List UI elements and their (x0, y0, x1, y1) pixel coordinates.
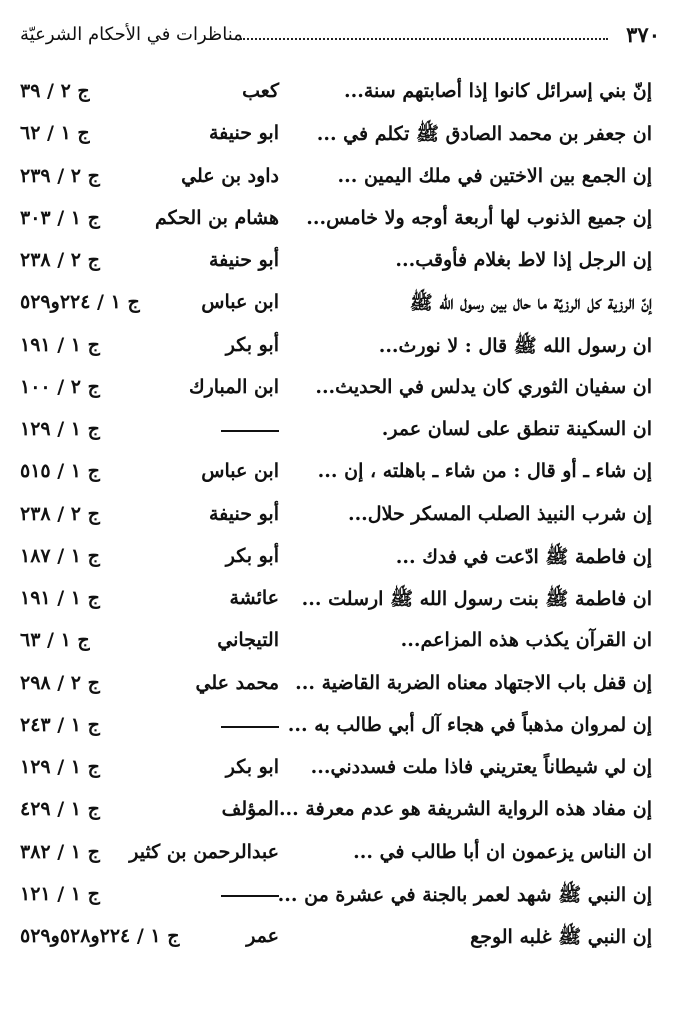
index-entry (0, 672, 700, 714)
entry-text: ان فاطمة ﷺ بنت رسول الله ﷺ ارسلت ... (301, 588, 652, 610)
index-entry (0, 122, 700, 164)
entry-text: إن الرجل إذا لاط بغلام فأوقب... (395, 249, 652, 271)
index-entry (0, 841, 700, 883)
entry-reference: ج ١ / ١٢٩ (20, 756, 100, 778)
index-entry (0, 291, 700, 333)
index-entry (0, 460, 700, 502)
entry-author: كعب (242, 80, 279, 102)
entry-reference: ج ١ / ٢٢٤و٥٢٩ (20, 291, 140, 314)
entry-reference: ج ٢ / ٣٩ (20, 80, 90, 102)
entry-text: ان القرآن يكذب هذه المزاعم... (400, 629, 652, 652)
entry-text: ان جعفر بن محمد الصادق ﷺ تكلم في ... (316, 123, 652, 146)
index-entry (0, 629, 700, 671)
entry-text: إن لي شيطاناً يعتريني فاذا ملت فسددني... (310, 756, 652, 778)
entry-text: إن جميع الذنوب لها أربعة أوجه ولا خامس... (306, 206, 652, 229)
entry-text: إنّ الرزية كل الرزيّة ما حال بين رسول الله ﷺ (409, 292, 652, 315)
entry-reference: ج ٢ / ٢٣٨ (20, 502, 100, 525)
entry-author: هشام بن الحكم (155, 206, 279, 229)
entry-author: أبو حنيفة (208, 502, 279, 525)
entry-reference: ج ٢ / ١٠٠ (20, 375, 100, 398)
entry-author: عائشة (229, 587, 279, 609)
entry-text: إن قفل باب الاجتهاد معناه الضربة القاضية ... (295, 671, 652, 694)
index-entry (0, 587, 700, 629)
index-entry (0, 503, 700, 545)
entry-author: المؤلف (221, 798, 279, 821)
entry-text: ان رسول الله ﷺ قال : لا نورث... (378, 334, 652, 357)
index-entry (0, 207, 700, 249)
entry-text: إن مفاد هذه الرواية الشريفة هو عدم معرفة ... (278, 798, 652, 821)
running-title: مناظرات في الأحكام الشرعيّة (20, 24, 243, 45)
entry-author: ابن عباس (201, 291, 279, 314)
entry-author-dash (221, 430, 279, 432)
entry-reference: ج ١ / ٥١٥ (20, 460, 100, 483)
entry-reference: ج ١ / ١٨٧ (20, 544, 100, 567)
entry-author: عبدالرحمن بن كثير (129, 840, 279, 863)
entry-text: إنّ بني إسرائل كانوا إذا أصابتهم سنة... (344, 80, 652, 102)
entry-reference: ج ١ / ٢٤٣ (20, 713, 100, 736)
entry-reference: ج ٢ / ٢٩٨ (20, 671, 100, 694)
header-leader-dots (240, 38, 608, 40)
entry-reference: ج ٢ / ٢٣٩ (20, 164, 100, 187)
entry-author: التيجاني (217, 629, 279, 652)
entry-text: إن لمروان مذهباً في هجاء آل أبي طالب به ... (287, 713, 652, 736)
index-entry (0, 925, 700, 967)
entry-reference: ج ١ / ٦٢ (20, 122, 90, 145)
entry-reference: ج ١ / ١٩١ (20, 587, 100, 609)
entry-text: إن النبي ﷺ غلبه الوجع (470, 926, 652, 948)
entry-author: ابن عباس (201, 460, 279, 483)
entry-text: إن الجمع بين الاختين في ملك اليمين ... (337, 164, 652, 187)
entry-text: إن شرب النبيذ الصلب المسكر حلال... (347, 502, 652, 525)
entry-reference: ج ١ / ٣٨٢ (20, 840, 100, 863)
index-entry (0, 80, 700, 122)
entry-reference: ج ١ / ٤٢٩ (20, 798, 100, 821)
entry-author: ابو بكر (225, 756, 279, 778)
index-entry (0, 756, 700, 798)
entry-text: ان السكينة تنطق على لسان عمر. (381, 418, 652, 440)
entry-reference: ج ٢ / ٢٣٨ (20, 249, 100, 271)
entry-reference: ج ١ / ١٩١ (20, 333, 100, 356)
index-entry (0, 798, 700, 840)
entry-text: ان الناس يزعمون ان أبا طالب في ... (353, 840, 652, 863)
entry-text: إن شاء ـ أو قال : من شاء ـ باهلته ، إن ... (317, 460, 652, 483)
index-entry (0, 714, 700, 756)
entry-text: إن النبي ﷺ شهد لعمر بالجنة في عشرة من ... (277, 883, 652, 906)
entry-author: أبو بكر (225, 333, 279, 356)
entry-text: إن فاطمة ﷺ ادّعت في فدك ... (395, 545, 652, 568)
entry-author: عمر (246, 925, 279, 947)
index-entry (0, 165, 700, 207)
entry-reference: ج ١ / ٦٣ (20, 629, 90, 652)
entry-author: ابن المبارك (188, 375, 279, 398)
entry-reference: ج ١ / ٢٢٤و٥٢٨و٥٢٩ (20, 925, 180, 947)
entry-text: ان سفيان الثوري كان يدلس في الحديث... (315, 375, 652, 398)
index-list (0, 80, 700, 967)
index-entry (0, 376, 700, 418)
entry-author-dash (221, 895, 279, 897)
entry-author-dash (221, 726, 279, 728)
entry-author: محمد علي (195, 671, 279, 694)
entry-reference: ج ١ / ١٢٩ (20, 418, 100, 440)
entry-author: ابو حنيفة (208, 122, 279, 145)
entry-reference: ج ١ / ٣٠٣ (20, 206, 100, 229)
page-number: ٣٧٠ (626, 22, 660, 47)
entry-reference: ج ١ / ١٢١ (20, 882, 100, 905)
index-entry (0, 418, 700, 460)
index-entry (0, 334, 700, 376)
index-entry (0, 249, 700, 291)
index-entry (0, 883, 700, 925)
entry-author: أبو بكر (225, 544, 279, 567)
entry-author: داود بن علي (181, 164, 279, 187)
index-entry (0, 545, 700, 587)
page-header (20, 22, 670, 56)
entry-author: أبو حنيفة (208, 249, 279, 271)
